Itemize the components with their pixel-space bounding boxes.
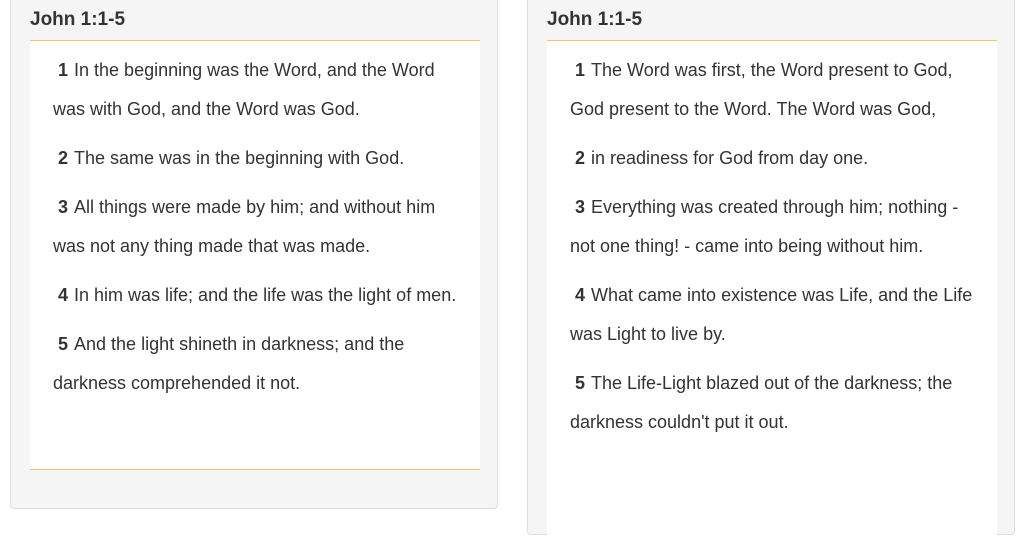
left-translation-panel (10, 0, 498, 509)
verse-number: 1 (58, 60, 69, 80)
verse-3 (570, 188, 977, 266)
verse-text: In him was life; and the life was the light of men. (74, 285, 457, 305)
verse-text: Everything was created through him; nothing - not one thing! - came into being without him. (570, 197, 959, 256)
passage-body (30, 40, 480, 470)
verse-3 (53, 188, 460, 266)
verse-4 (570, 276, 977, 354)
verse-number: 3 (575, 197, 586, 217)
verse-number: 5 (58, 334, 69, 354)
verse-text: The same was in the beginning with God. (74, 148, 405, 168)
verse-text: And the light shineth in darkness; and the darkness comprehended it not. (53, 334, 405, 393)
verse-text: The Life-Light blazed out of the darkness; the darkness couldn't put it out. (570, 373, 953, 432)
verse-number: 3 (58, 197, 69, 217)
verse-1 (53, 51, 460, 129)
verse-text: The Word was first, the Word present to God, God present to the Word. The Word was God, (570, 60, 953, 119)
verse-2 (53, 139, 460, 178)
passage-reference-title: John 1:1-5 (30, 9, 126, 30)
verse-text: All things were made by him; and without him was not any thing made that was made. (53, 197, 436, 256)
verse-text: What came into existence was Life, and the Life was Light to live by. (570, 285, 973, 344)
verse-5 (570, 364, 977, 442)
verse-text: in readiness for God from day one. (591, 148, 869, 168)
verse-2 (570, 139, 977, 178)
right-translation-panel (527, 0, 1015, 535)
verse-number: 4 (575, 285, 586, 305)
verse-5 (53, 325, 460, 403)
verse-number: 2 (58, 148, 69, 168)
passage-body (547, 40, 997, 560)
verse-4 (53, 276, 460, 315)
verse-number: 4 (58, 285, 69, 305)
verse-number: 1 (575, 60, 586, 80)
passage-reference-title: John 1:1-5 (547, 9, 643, 30)
verse-text: In the beginning was the Word, and the Word was with God, and the Word was God. (53, 60, 435, 119)
verse-1 (570, 51, 977, 129)
verse-number: 5 (575, 373, 586, 393)
verse-number: 2 (575, 148, 586, 168)
